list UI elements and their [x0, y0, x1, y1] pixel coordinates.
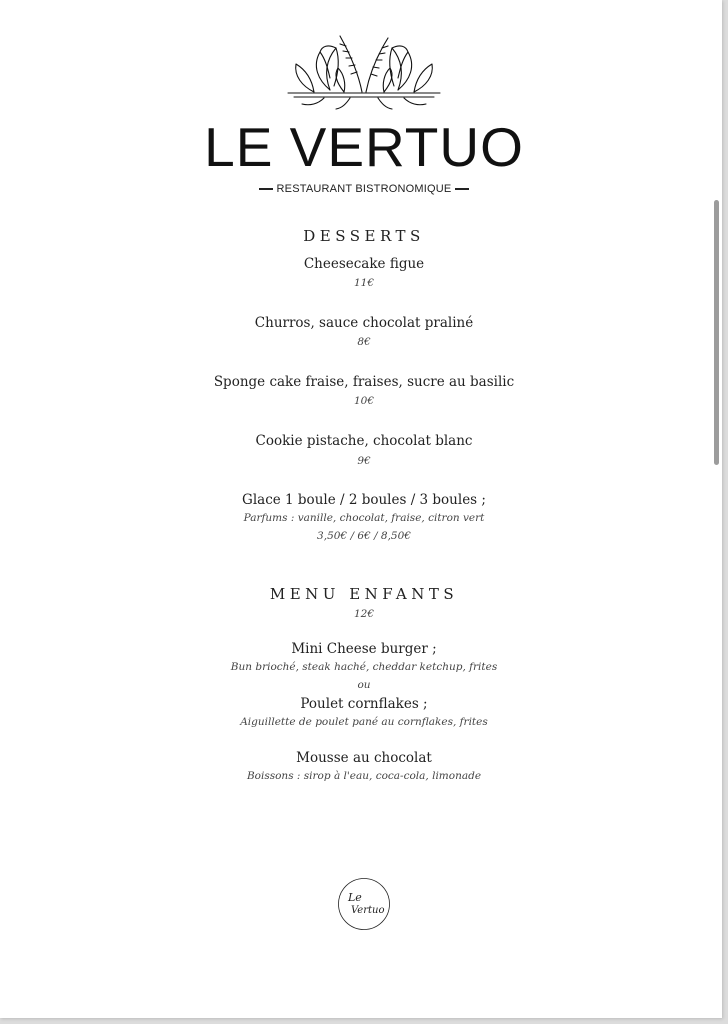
or-separator: ou — [357, 679, 371, 691]
kids-option-description: Bun brioché, steak haché, cheddar ketchup, frites — [230, 661, 498, 673]
dessert-price: 10€ — [353, 395, 375, 407]
kids-menu-price: 12€ — [353, 608, 375, 620]
dessert-name: Sponge cake fraise, fraises, sucre au basilic — [213, 374, 515, 390]
kids-drinks: Boissons : sirop à l'eau, coca-cola, limonade — [246, 770, 482, 782]
stamp-text-vertuo: Vertuo — [351, 905, 385, 916]
desserts-title: DESSERTS — [303, 227, 425, 245]
tagline-text: RESTAURANT BISTRONOMIQUE — [276, 183, 452, 195]
tagline-left-rule — [259, 188, 273, 190]
kids-option-description: Aiguillette de poulet pané au cornflakes, frites — [240, 716, 488, 728]
restaurant-name: LE VERTUO — [204, 116, 524, 178]
vertical-scrollbar[interactable] — [714, 200, 719, 465]
dessert-name: Glace 1 boule / 2 boules / 3 boules ; — [242, 492, 486, 508]
dessert-price: 11€ — [353, 277, 375, 289]
tagline-right-rule — [455, 188, 469, 190]
dessert-description: Parfums : vanille, chocolat, fraise, citron vert — [243, 512, 485, 524]
dessert-name: Cookie pistache, chocolat blanc — [255, 433, 473, 449]
kids-option-name: Poulet cornflakes ; — [300, 696, 428, 712]
kids-dessert-name: Mousse au chocolat — [296, 750, 432, 766]
restaurant-tagline — [0, 182, 722, 196]
le-vertuo-stamp-icon — [337, 877, 391, 931]
dessert-price: 9€ — [357, 455, 371, 467]
dessert-price: 8€ — [357, 336, 371, 348]
stamp-text-le: Le — [348, 891, 362, 904]
kids-option-name: Mini Cheese burger ; — [291, 641, 437, 657]
botanical-logo-icon — [284, 30, 444, 110]
kids-menu-title: MENU ENFANTS — [269, 585, 459, 603]
dessert-price: 3,50€ / 6€ / 8,50€ — [317, 530, 411, 542]
dessert-name: Cheesecake figue — [303, 256, 425, 272]
dessert-name: Churros, sauce chocolat praliné — [254, 315, 474, 331]
